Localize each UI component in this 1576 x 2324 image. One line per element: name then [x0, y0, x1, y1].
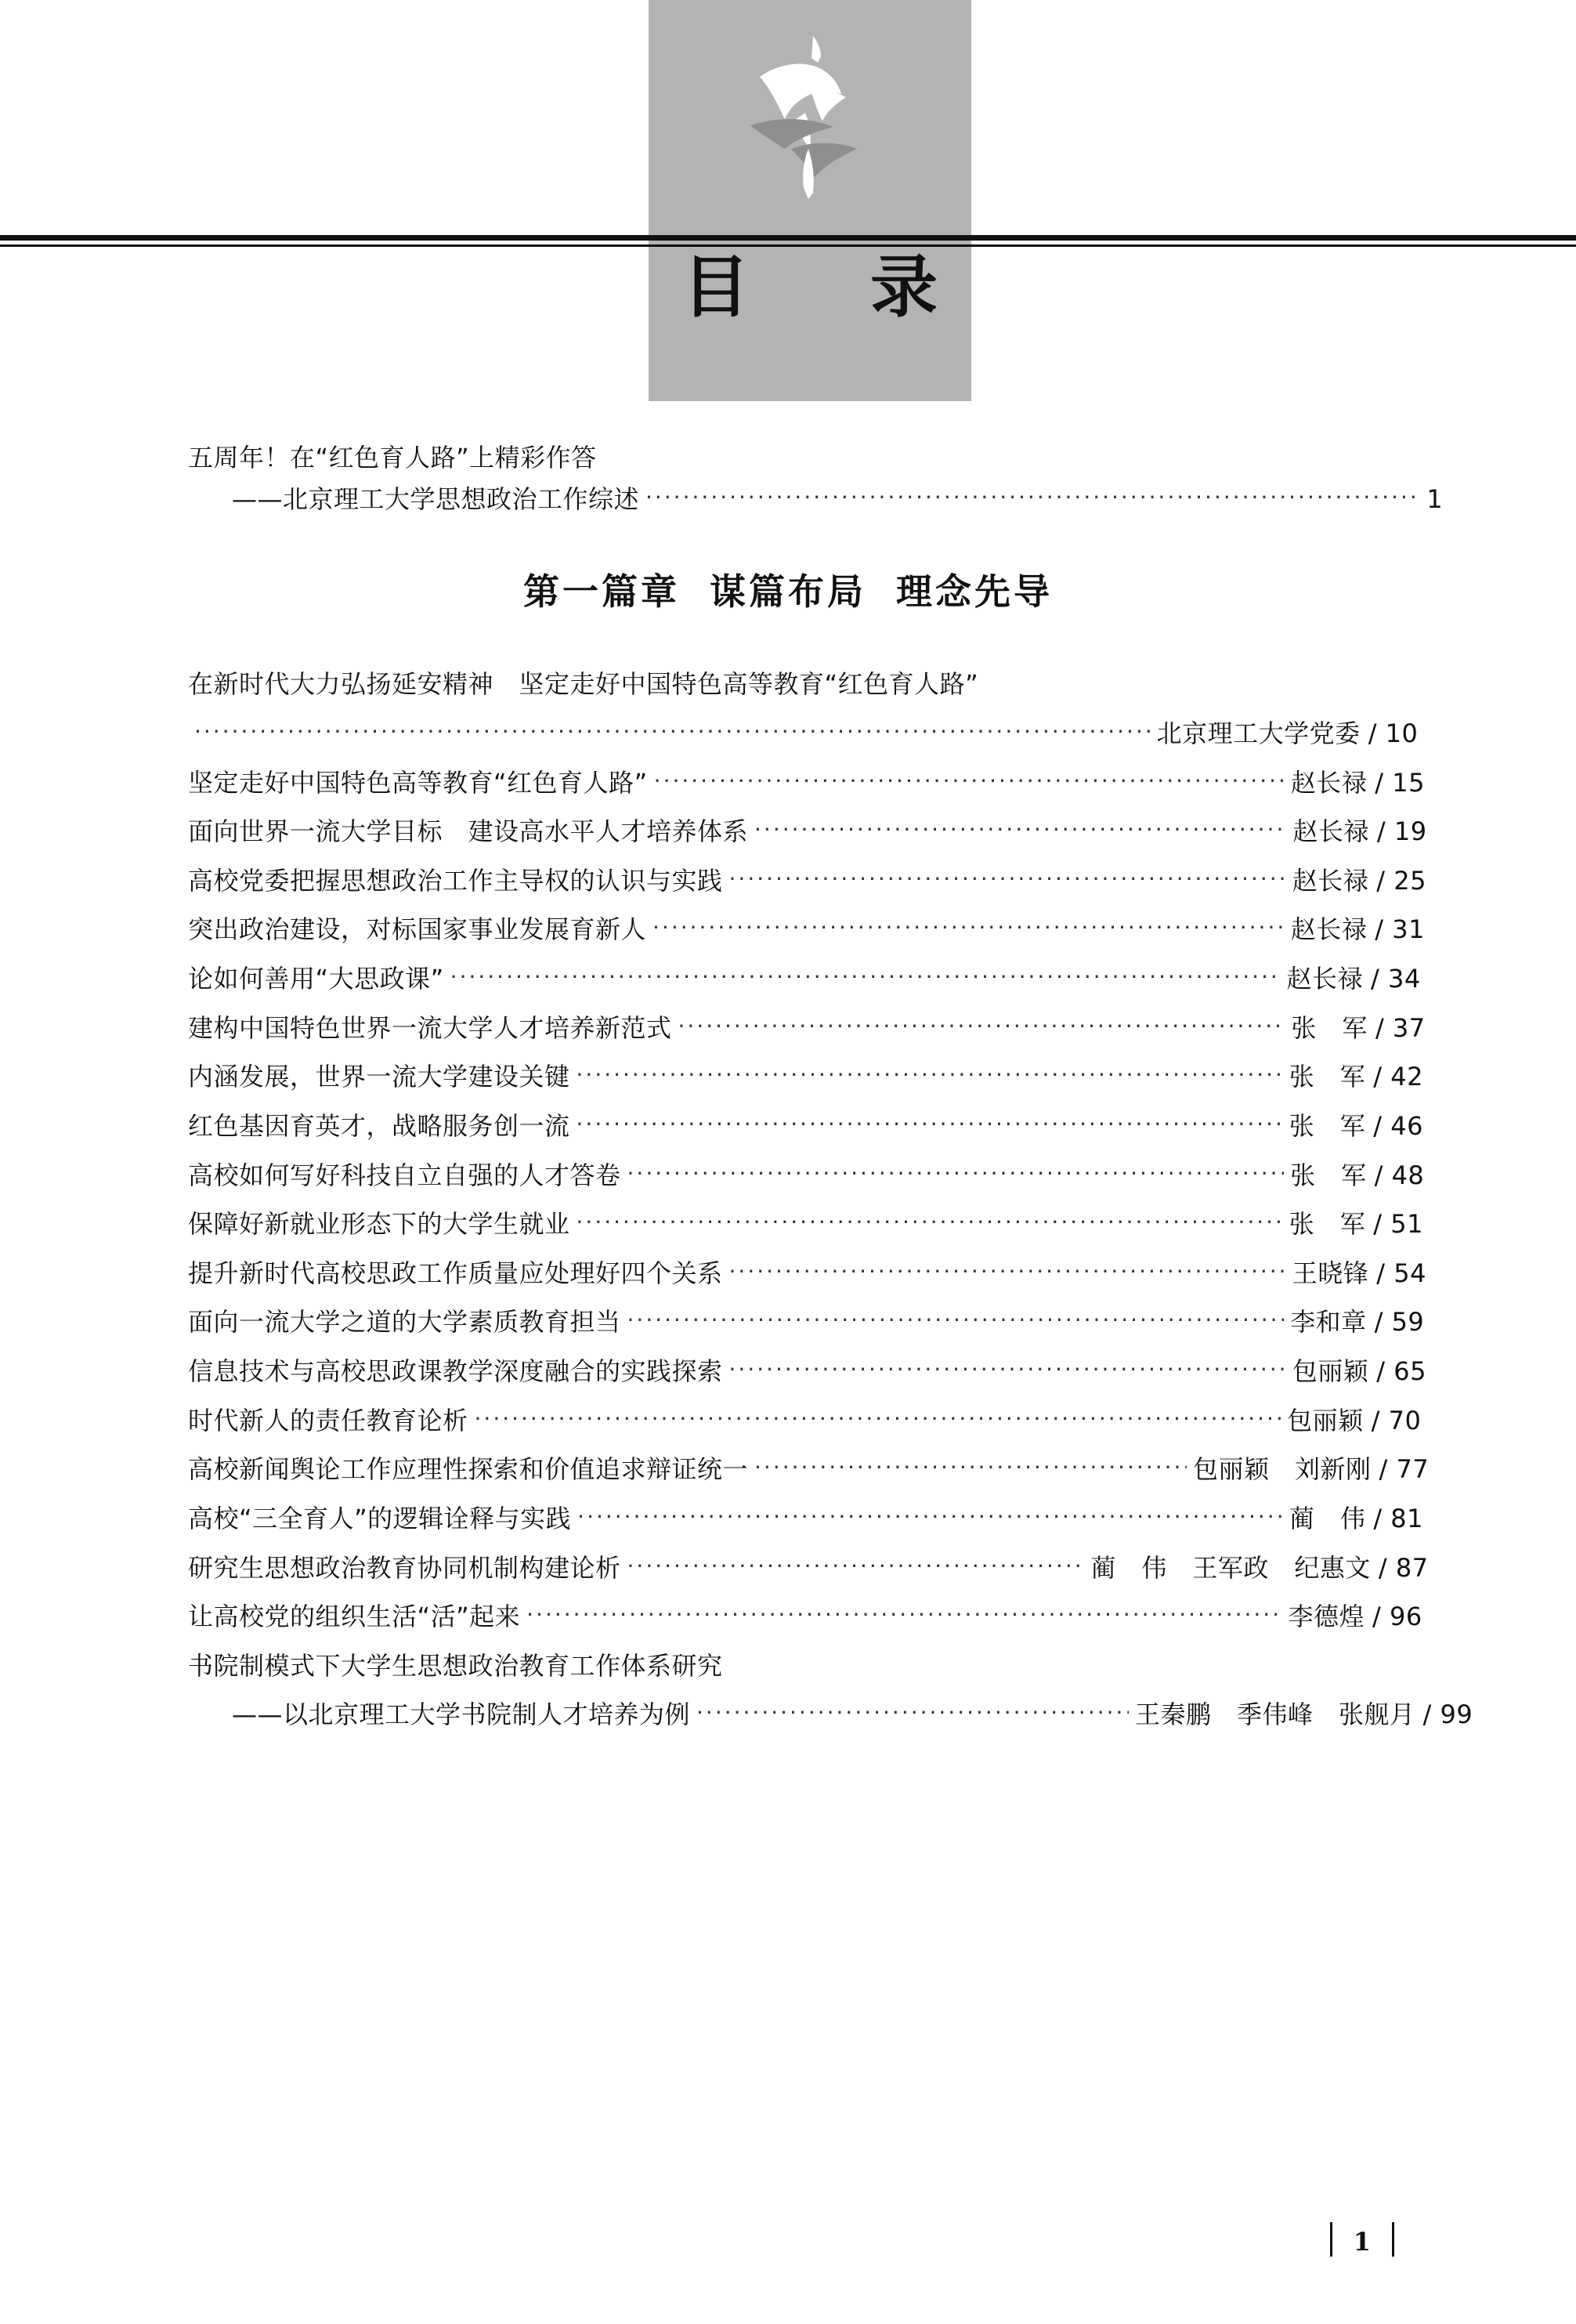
toc-entry-author: 蔺 伟 — [1289, 1503, 1366, 1533]
toc-entry-author: 李和章 — [1290, 1307, 1367, 1338]
toc-entry-author: 张 军 — [1289, 1062, 1366, 1092]
preface-entry[interactable] — [188, 439, 1444, 518]
toc-entry[interactable] — [188, 1254, 1426, 1293]
toc-entry-title: 让高校党的组织生活“活”起来 — [188, 1602, 521, 1632]
toc-entry-title: 高校如何写好科技自立自强的人才答卷 — [188, 1160, 621, 1190]
toc-entry[interactable] — [188, 1598, 1422, 1636]
dot-leader — [577, 1059, 1283, 1092]
toc-entry[interactable] — [188, 1205, 1423, 1243]
toc-entry[interactable] — [188, 1058, 1423, 1096]
toc-entry-page: / 19 — [1376, 816, 1427, 847]
dot-leader — [577, 1206, 1283, 1240]
masthead-rule-thin — [0, 244, 1576, 247]
toc-entry[interactable] — [188, 1500, 1423, 1538]
toc-content — [0, 439, 1576, 1745]
toc-entry-title: 坚定走好中国特色高等教育“红色育人路” — [188, 767, 648, 798]
folio-number: 1 — [1330, 2227, 1394, 2257]
toc-entry-page: / 15 — [1375, 767, 1425, 798]
toc-entry-author: 赵长禄 — [1286, 964, 1364, 994]
toc-entry[interactable] — [188, 1009, 1426, 1048]
dot-leader — [678, 1010, 1285, 1044]
dot-leader — [754, 813, 1286, 847]
dot-leader — [627, 1304, 1285, 1338]
dot-leader — [450, 961, 1281, 994]
toc-entry-page: / 59 — [1374, 1307, 1425, 1338]
toc-entry-title: 时代新人的责任教育论析 — [188, 1405, 468, 1435]
toc-entry-page: / 25 — [1376, 865, 1426, 896]
toc-entry-author: 北京理工大学党委 — [1156, 718, 1361, 748]
toc-entry-page: / 31 — [1375, 914, 1425, 945]
dot-leader — [729, 1255, 1286, 1289]
toc-entry-page: / 37 — [1375, 1012, 1426, 1043]
toc-entry[interactable] — [188, 1402, 1422, 1440]
toc-entry-author: 李德煌 — [1288, 1602, 1365, 1632]
masthead-rule-thick — [0, 235, 1576, 241]
toc-entry[interactable] — [188, 862, 1426, 900]
toc-entry[interactable] — [188, 665, 1388, 704]
toc-entry-author: 张 军 — [1290, 1160, 1367, 1190]
section-title-b: 理念先导 — [896, 570, 1053, 614]
dot-leader — [654, 765, 1285, 798]
toc-entry-author: 包丽颖 刘新刚 — [1193, 1454, 1372, 1485]
toc-entry-page: / 54 — [1376, 1258, 1426, 1288]
toc-entry[interactable] — [188, 1549, 1429, 1587]
dot-leader — [645, 481, 1420, 515]
toc-entry[interactable] — [188, 910, 1425, 949]
toc-entry-author: 包丽颖 — [1287, 1405, 1364, 1435]
toc-entry-title: 研究生思想政治教育协同机制构建论析 — [188, 1552, 621, 1583]
toc-entry-author: 蔺 伟 王军政 纪惠文 — [1090, 1552, 1371, 1583]
toc-entry-page: / 48 — [1374, 1160, 1425, 1190]
page-footer — [0, 2227, 1576, 2257]
toc-entry-page: / 81 — [1373, 1503, 1423, 1533]
toc-entry[interactable] — [188, 1647, 1388, 1685]
toc-entry-title: 提升新时代高校思政工作质量应处理好四个关系 — [188, 1258, 723, 1288]
toc-entry-page: / 42 — [1373, 1062, 1423, 1092]
toc-entry-author: 赵长禄 — [1292, 816, 1369, 847]
toc-entry-title: 信息技术与高校思政课教学深度融合的实践探索 — [188, 1356, 723, 1386]
toc-entry[interactable] — [188, 1450, 1430, 1489]
preface-title-line1: 五周年！在“红色育人路”上精彩作答 — [188, 443, 597, 472]
toc-entry-page: / 10 — [1368, 718, 1419, 748]
dot-leader — [652, 911, 1285, 945]
dot-leader — [729, 1353, 1286, 1387]
preface-title-line2: ——北京理工大学思想政治工作综述 — [232, 483, 640, 514]
masthead — [0, 0, 1576, 401]
toc-entry-title: 论如何善用“大思政课” — [188, 964, 444, 994]
toc-entry[interactable] — [188, 1303, 1425, 1341]
toc-entry[interactable] — [188, 1107, 1423, 1146]
dot-leader — [627, 1550, 1085, 1584]
toc-entry-subtitle: ——以北京理工大学书院制人才培养为例 — [232, 1700, 691, 1730]
toc-entry-author: 张 军 — [1289, 1209, 1366, 1240]
toc-entry[interactable] — [188, 813, 1427, 851]
toc-entry-continuation[interactable] — [188, 1696, 1473, 1734]
toc-entry-author: 张 军 — [1289, 1110, 1366, 1141]
toc-entry-author: 赵长禄 — [1290, 767, 1368, 798]
toc-entry-author: 赵长禄 — [1292, 865, 1369, 896]
toc-entry-title: 建构中国特色世界一流大学人才培养新范式 — [188, 1012, 672, 1043]
dot-leader — [577, 1108, 1283, 1142]
toc-entry-author: 张 军 — [1291, 1012, 1368, 1043]
dot-leader — [577, 1500, 1283, 1534]
dot-leader — [627, 1157, 1285, 1191]
toc-entry-page: / 34 — [1371, 964, 1421, 994]
toc-entry-title: 突出政治建设，对标国家事业发展育新人 — [188, 914, 647, 945]
section-part-label: 第一篇章 — [523, 570, 680, 614]
toc-entry-title: 面向一流大学之道的大学素质教育担当 — [188, 1307, 621, 1338]
section-heading — [188, 563, 1388, 615]
toc-entry-page: / 96 — [1372, 1602, 1422, 1632]
toc-entry[interactable] — [188, 960, 1421, 998]
toc-entry-author: 王秦鹏 季伟峰 张舰月 — [1135, 1700, 1415, 1730]
section-title-a: 谋篇布局 — [710, 570, 866, 614]
toc-entry-title: 高校“三全育人”的逻辑诠释与实践 — [188, 1503, 572, 1533]
toc-entry-author: 王晓锋 — [1292, 1258, 1369, 1288]
toc-entry-author: 包丽颖 — [1292, 1356, 1369, 1386]
toc-entry[interactable] — [188, 1352, 1426, 1391]
toc-entry-author: 赵长禄 — [1290, 914, 1368, 945]
toc-entry-title: 书院制模式下大学生思想政治教育工作体系研究 — [188, 1650, 723, 1681]
toc-entry-title: 红色基因育英才，战略服务创一流 — [188, 1110, 570, 1141]
dot-leader — [729, 863, 1286, 896]
dot-leader — [754, 1451, 1187, 1485]
toc-entry-title: 保障好新就业形态下的大学生就业 — [188, 1209, 570, 1240]
preface-page: 1 — [1426, 483, 1444, 514]
toc-entry-title: 面向世界一流大学目标 建设高水平人才培养体系 — [188, 816, 749, 847]
dot-leader — [475, 1403, 1281, 1436]
dot-leader — [526, 1598, 1281, 1632]
toc-entry-title: 在新时代大力弘扬延安精神 坚定走好中国特色高等教育“红色育人路” — [188, 669, 979, 700]
toc-entry-page: / 87 — [1378, 1552, 1429, 1583]
dot-leader — [194, 715, 1151, 749]
toc-entry-title: 内涵发展，世界一流大学建设关键 — [188, 1062, 570, 1092]
toc-entry-title: 高校党委把握思想政治工作主导权的认识与实践 — [188, 865, 723, 896]
toc-entry-page: / 46 — [1373, 1110, 1423, 1141]
toc-entry-continuation[interactable] — [188, 715, 1419, 753]
toc-entry-page: / 99 — [1422, 1700, 1473, 1730]
toc-entry[interactable] — [188, 1157, 1425, 1195]
toc-entry-page: / 77 — [1379, 1454, 1430, 1485]
toc-entry-page: / 51 — [1373, 1209, 1423, 1240]
toc-entry-page: / 65 — [1376, 1356, 1426, 1386]
toc-entry-title: 高校新闻舆论工作应理性探索和价值追求辩证统一 — [188, 1454, 749, 1485]
dove-emblem-icon — [736, 31, 885, 212]
toc-entry[interactable] — [188, 764, 1425, 802]
toc-entry-page: / 70 — [1371, 1405, 1422, 1435]
page-title: 目 录 — [682, 248, 964, 327]
dot-leader — [696, 1696, 1129, 1730]
